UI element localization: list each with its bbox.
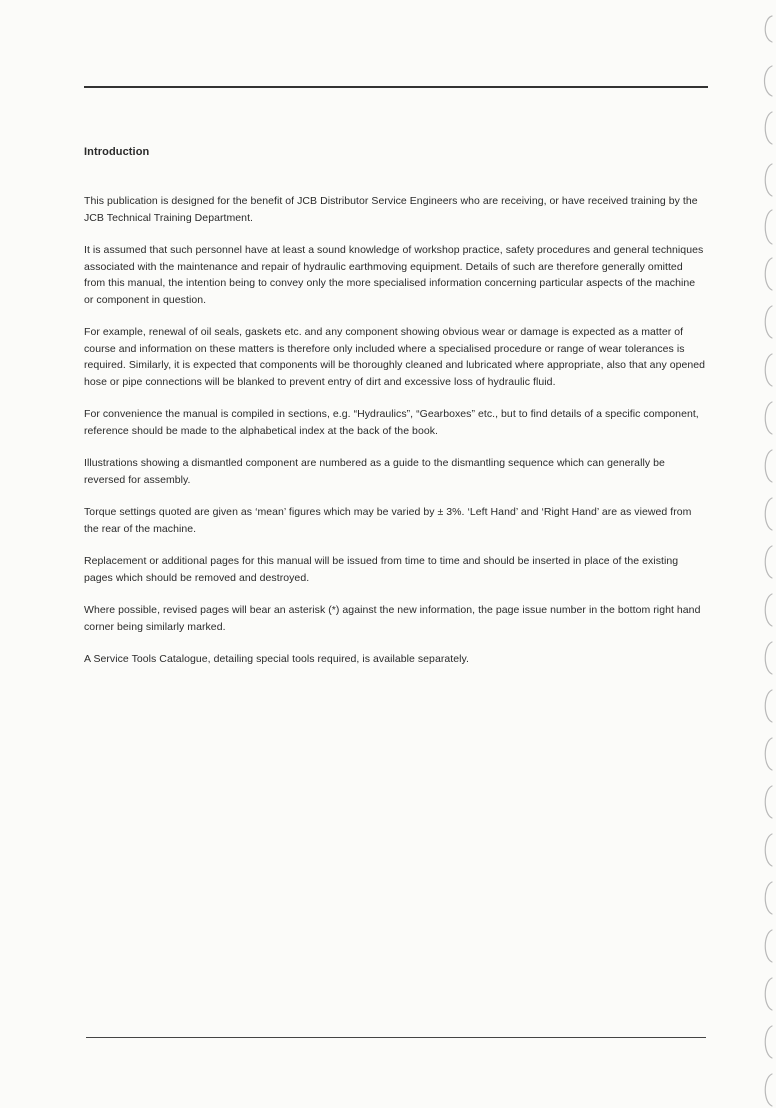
ring-binding-holes <box>742 0 776 1108</box>
paragraph-2: It is assumed that such personnel have at least a sound knowledge of workshop practice, safety procedures and general techniques associated with the maintenance and repair of hydraulic earthmoving equipment. Details of such are therefore generally omitted from this manual, the intention being to convey only the more specialised information concerning particular aspects of the machine or component in question. <box>84 244 704 306</box>
bottom-rule <box>86 1037 706 1038</box>
paragraph-5: Illustrations showing a dismantled component are numbered as a guide to the dismantling sequence which can generally be reversed for assembly. <box>84 457 665 486</box>
paragraph-8: Where possible, revised pages will bear an asterisk (*) against the new information, the page issue number in the bottom right hand corner being similarly marked. <box>84 604 701 633</box>
paragraph-1: This publication is designed for the benefit of JCB Distributor Service Engineers who are receiving, or have received training by the JCB Technical Training Department. <box>84 195 698 224</box>
paragraph-6: Torque settings quoted are given as ‘mean’ figures which may be varied by ± 3%. ‘Left Hand’ and ‘Right Hand’ are as viewed from the rear of the machine. <box>84 506 692 535</box>
paragraph-9: A Service Tools Catalogue, detailing special tools required, is available separately. <box>84 653 469 665</box>
paragraph-4: For convenience the manual is compiled in sections, e.g. “Hydraulics”, “Gearboxes” etc., but to find details of a specific component, reference should be made to the alphabetical index at the back of the book. <box>84 408 699 437</box>
paragraph-3: For example, renewal of oil seals, gaskets etc. and any component showing obvious wear or damage is expected as a matter of course and information on these matters is therefore only included where a specialised procedure or range of wear tolerances is required. Similarly, it is expected that components will be thoroughly cleaned and lubricated where appropriate, also that any opened hose or pipe connections will be blanked to prevent entry of dirt and excessive loss of hydraulic fluid. <box>84 326 706 388</box>
page-heading: Introduction <box>84 146 150 158</box>
top-rule <box>84 86 708 88</box>
paragraph-7: Replacement or additional pages for this manual will be issued from time to time and should be inserted in place of the existing pages which should be removed and destroyed. <box>84 555 679 584</box>
introduction-body <box>84 193 706 684</box>
